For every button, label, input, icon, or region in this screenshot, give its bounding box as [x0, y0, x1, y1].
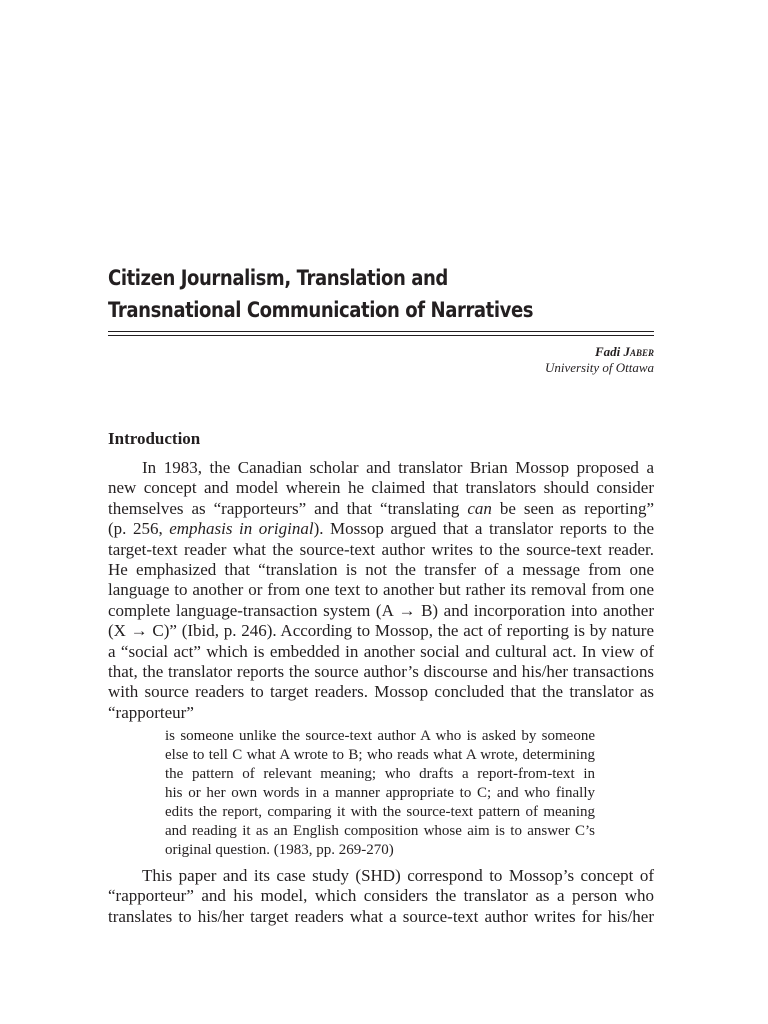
- author-last-name: Jaber: [623, 344, 654, 359]
- paragraph-case-study: [108, 866, 654, 927]
- title-rule-lower: [108, 335, 654, 336]
- text-line: [108, 499, 654, 519]
- text-run: In 1983, the Canadian scholar and translator Brian Mossop proposed a: [142, 458, 654, 477]
- quote-line: is someone unlike the source-text author A who is asked by someone: [165, 728, 595, 744]
- text-line: [108, 642, 654, 662]
- text-run: ). Mossop argued that a translator reports to the: [313, 519, 654, 539]
- paragraph-introduction: [108, 458, 654, 723]
- text-run: be seen as reporting”: [491, 498, 654, 518]
- text-run: that, the translator reports the source author’s discourse and his/her transactions: [108, 661, 654, 681]
- article-title-line-2: Transnational Communication of Narratives: [108, 298, 534, 322]
- text-line: [108, 703, 654, 723]
- text-line: [108, 621, 654, 641]
- text-line: “rapporteur” and his model, which considers the translator as a person who: [108, 886, 654, 906]
- text-line: [108, 601, 654, 621]
- author-affiliation: University of Ottawa: [544, 360, 654, 375]
- emphasis-text: emphasis in original: [169, 519, 314, 539]
- article-page: [108, 0, 654, 1024]
- quote-line: and reading it as an English composition whose aim is to answer C’s: [165, 823, 595, 839]
- text-run: (p. 256,: [108, 519, 170, 539]
- text-run: themselves as “rapporteurs” and that “translating: [108, 498, 468, 518]
- text-line: [108, 580, 654, 600]
- text-run: target-text reader what the source-text author writes to the source-text reader.: [108, 539, 654, 559]
- quote-line: original question. (1983, pp. 269-270): [165, 842, 394, 858]
- text-line: [108, 519, 654, 539]
- article-title: [108, 262, 658, 326]
- text-run: complete language-transaction system (A → B) and incorporation into another: [108, 600, 654, 620]
- text-run: a “social act” which is embedded in another social and cultural act. In view of: [108, 641, 654, 661]
- quote-line: his or her own words in a manner appropriate to C; and who finally: [165, 785, 595, 801]
- text-line: [108, 458, 654, 478]
- text-line: [108, 560, 654, 580]
- byline: [545, 344, 654, 376]
- author-first-name: Fadi: [594, 344, 624, 359]
- text-line: [108, 662, 654, 682]
- author-name: [545, 344, 654, 360]
- text-run: language to another or from one text to another but rather its removal from one: [108, 580, 654, 600]
- text-line: [108, 540, 654, 560]
- text-run: He emphasized that “translation is not the transfer of a message from one: [108, 559, 654, 579]
- quote-line: else to tell C what A wrote to B; who reads what A wrote, determining: [165, 747, 595, 763]
- text-line: This paper and its case study (SHD) correspond to Mossop’s concept of: [142, 866, 654, 885]
- text-run: new concept and model wherein he claimed that translators should consider: [108, 478, 654, 498]
- quote-line: the pattern of relevant meaning; who drafts a report-from-text in: [165, 766, 595, 782]
- text-line: [108, 682, 654, 702]
- title-rule-upper: [108, 331, 654, 332]
- section-heading: Introduction: [108, 429, 201, 448]
- text-line: [108, 478, 654, 498]
- text-run: (X → C)” (Ibid, p. 246). According to Mossop, the act of reporting is by nature: [108, 621, 654, 641]
- text-line: translates to his/her target readers what a source-text author writes for his/her: [108, 906, 654, 926]
- text-run: “rapporteur”: [108, 702, 194, 722]
- quote-line: edits the report, comparing it with the source-text pattern of meaning: [165, 804, 595, 820]
- text-run: with source readers to target readers. Mossop concluded that the translator as: [108, 682, 654, 702]
- block-quote: [165, 727, 595, 860]
- article-title-line-1: Citizen Journalism, Translation and: [108, 266, 448, 290]
- emphasis-text: can: [467, 498, 492, 518]
